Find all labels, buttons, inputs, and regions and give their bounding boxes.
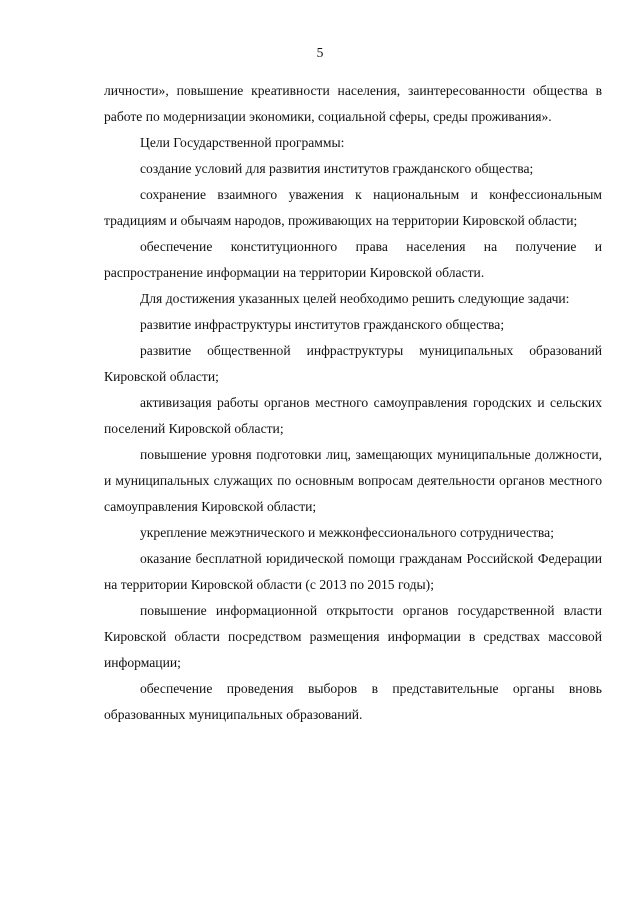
paragraph-tasks-heading: Для достижения указанных целей необходимо решить следующие задачи: xyxy=(140,291,570,306)
paragraph-task-7: повышение информационной открытости органов государственной власти Кировской области посредством размещения информации в средствах массовой информации; xyxy=(104,603,602,670)
paragraph-task-3: активизация работы органов местного самоуправления городских и сельских поселений Кировской области; xyxy=(104,395,602,436)
paragraph-task-1: развитие инфраструктуры институтов гражданского общества; xyxy=(140,317,505,332)
paragraph-task-4: повышение уровня подготовки лиц, замещающих муниципальные должности, и муниципальных служащих по основным вопросам деятельности органов местного самоуправления Кировской области; xyxy=(104,447,602,514)
paragraph-goal-2: сохранение взаимного уважения к национальным и конфессиональным традициям и обычаям народов, проживающих на территории Кировской области; xyxy=(104,187,602,228)
paragraph-task-5: укрепление межэтнического и межконфессионального сотрудничества; xyxy=(140,525,554,540)
document-body xyxy=(104,78,602,728)
paragraph-goal-1: создание условий для развития институтов гражданского общества; xyxy=(140,161,534,176)
paragraph-goal-3: обеспечение конституционного права населения на получение и распространение информации на территории Кировской области. xyxy=(104,239,602,280)
page-number: 5 xyxy=(316,45,324,60)
paragraph-task-2: развитие общественной инфраструктуры муниципальных образований Кировской области; xyxy=(104,343,602,384)
paragraph-goals-heading: Цели Государственной программы: xyxy=(140,135,345,150)
paragraph-continuation: личности», повышение креативности населения, заинтересованности общества в работе по модернизации экономики, социальной сферы, среды проживания». xyxy=(104,83,602,124)
paragraph-task-8: обеспечение проведения выборов в представительные органы вновь образованных муниципальных образований. xyxy=(104,681,602,722)
paragraph-task-6: оказание бесплатной юридической помощи гражданам Российской Федерации на территории Кировской области (с 2013 по 2015 годы); xyxy=(104,551,602,592)
